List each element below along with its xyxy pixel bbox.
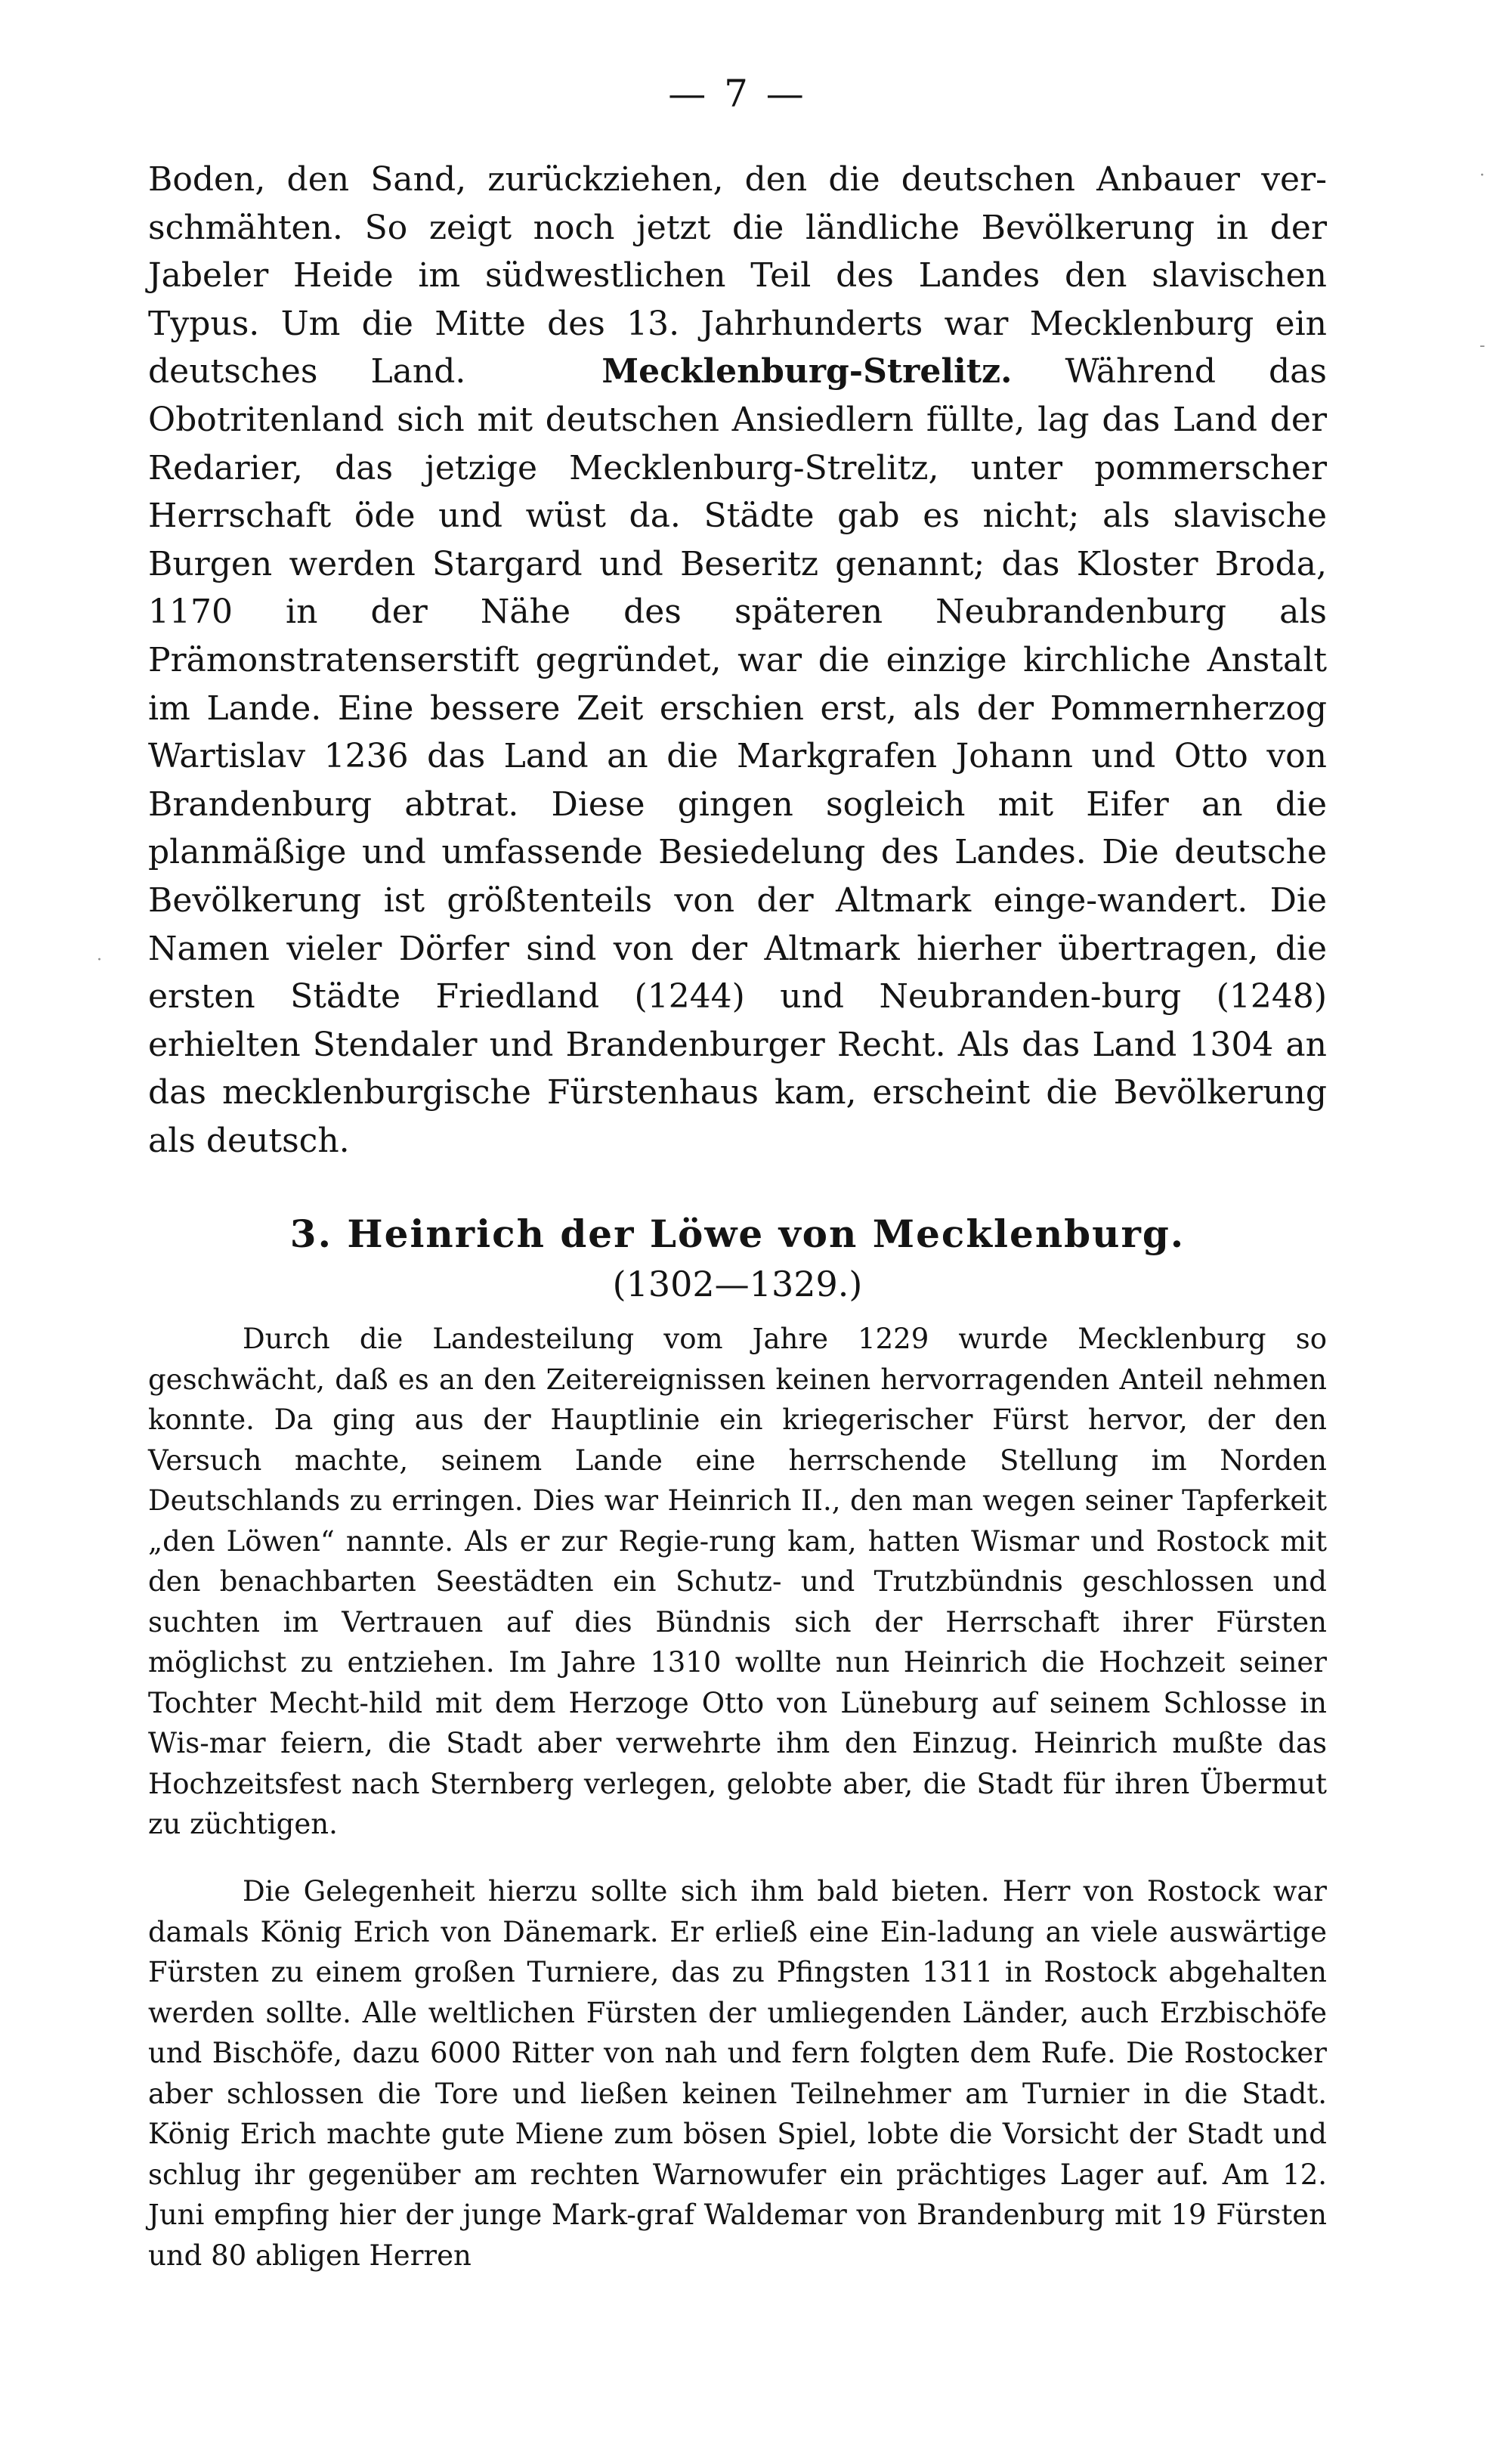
- inline-heading-mecklenburg-strelitz: Mecklenburg-Strelitz.: [601, 352, 1013, 391]
- paragraph-landesteilung: Durch die Landesteilung vom Jahre 1229 wurde Mecklenburg so geschwächt, daß es an den Zeitereignissen keinen hervorragenden Anteil nehmen konnte. Da ging aus der Hauptlinie ein kriegerischer Fürst hervor, der den Versuch machte, seinem Lande eine herrschende Stellung im Norden Deutschlands zu erringen. Dies war Heinrich II., den man wegen seiner Tapferkeit „den Löwen“ nannte. Als er zur Regie-rung kam, hatten Wismar und Rostock mit den benachbarten Seestädten ein Schutz- und Trutzbündnis geschlossen und suchten im Vertrauen auf dies Bündnis sich der Herrschaft ihrer Fürsten möglichst zu entziehen. Im Jahre 1310 wollte nun Heinrich die Hochzeit seiner Tochter Mecht-hild mit dem Herzoge Otto von Lüneburg auf seinem Schlosse in Wis-mar feiern, die Stadt aber verwehrte ihm den Einzug. Heinrich mußte das Hochzeitsfest nach Sternberg verlegen, gelobte aber, die Stadt für ihren Übermut zu züchtigen.: [148, 1323, 1327, 1840]
- paragraph-text-before: Boden, den Sand, zurückziehen, den die deutschen Anbauer ver-schmähten. So zeigt noch jetzt die ländliche Bevölkerung in der Jabeler Heide im südwestlichen Teil des Landes den slavischen Typus. Um die Mitte des 13. Jahrhunderts war Mecklenburg ein deutsches Land.: [148, 160, 1327, 391]
- section-heading: 3. Heinrich der Löwe von Mecklenburg.: [289, 1211, 1186, 1256]
- margin-mark: ·: [1480, 166, 1485, 185]
- paragraph-mecklenburg-strelitz: [148, 156, 1327, 1165]
- paragraph-text-after: Während das Obotritenland sich mit deutschen Ansiedlern füllte, lag das Land der Redarier, das jetzige Mecklenburg-Strelitz, unter pommerscher Herrschaft öde und wüst da. Städte gab es nicht; als slavische Burgen werden Stargard und Beseritz genannt; das Kloster Broda, 1170 in der Nähe des späteren Neubrandenburg als Prämonstratenserstift gegründet, war die einzige kirchliche Anstalt im Lande. Eine bessere Zeit erschien erst, als der Pommernherzog Wartislav 1236 das Land an die Markgrafen Johann und Otto von Brandenburg abtrat. Diese gingen sogleich mit Eifer an die planmäßige und umfassende Besiedelung des Landes. Die deutsche Bevölkerung ist größtenteils von der Altmark einge-wandert. Die Namen vieler Dörfer sind von der Altmark hierher übertragen, die ersten Städte Friedland (1244) und Neubranden-burg (1248) erhielten Stendaler und Brandenburger Recht. Als das Land 1304 an das mecklenburgische Fürstenhaus kam, erscheint die Bevölkerung als deutsch.: [148, 352, 1327, 1160]
- margin-mark: ·: [97, 951, 102, 970]
- margin-mark: -: [1480, 336, 1486, 355]
- book-page: [148, 0, 1327, 2457]
- section-dates: (1302—1329.): [612, 1264, 863, 1304]
- page-number: — 7 —: [668, 72, 807, 116]
- paragraph-gelegenheit: Die Gelegenheit hierzu sollte sich ihm bald bieten. Herr von Rostock war damals König Erich von Dänemark. Er erließ eine Ein-ladung an viele auswärtige Fürsten zu einem großen Turniere, das zu Pfingsten 1311 in Rostock abgehalten werden sollte. Alle weltlichen Fürsten der umliegenden Länder, auch Erzbischöfe und Bischöfe, dazu 6000 Ritter von nah und fern folgten dem Rufe. Die Rostocker aber schlossen die Tore und ließen keinen Teilnehmer am Turnier in die Stadt. König Erich machte gute Miene zum bösen Spiel, lobte die Vorsicht der Stadt und schlug ihr gegenüber am rechten Warnowufer ein prächtiges Lager auf. Am 12. Juni empfing hier der junge Mark-graf Waldemar von Brandenburg mit 19 Fürsten und 80 abligen Herren: [148, 1875, 1327, 2272]
